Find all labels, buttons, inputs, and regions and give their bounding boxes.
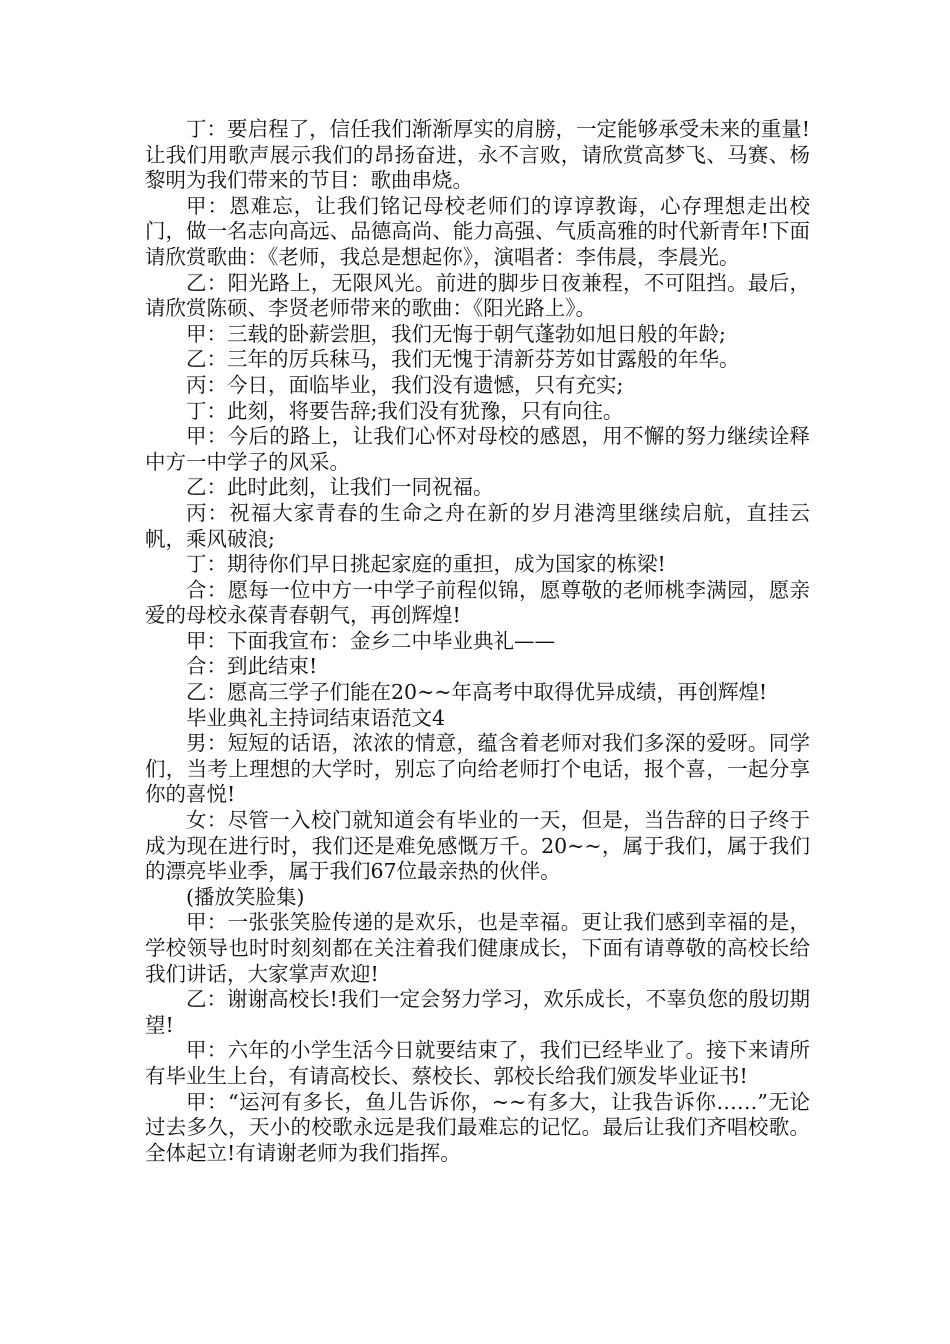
paragraph: 乙：谢谢高校长!我们一定会努力学习，欢乐成长，不辜负您的殷切期望! (145, 987, 810, 1037)
paragraph: 乙：此时此刻，让我们一同祝福。 (186, 475, 494, 500)
paragraph: 丁：要启程了，信任我们渐渐厚实的肩膀，一定能够承受未来的重量!让我们用歌声展示我们的昂扬奋进，永不言败，请欣赏高梦飞、马赛、杨黎明为我们带来的节目：歌曲串烧。 (145, 117, 810, 193)
paragraph: 丙：祝福大家青春的生命之舟在新的岁月港湾里继续启航，直挂云帆，乘风破浪; (145, 500, 810, 551)
paragraph: 甲：六年的小学生活今日就要结束了，我们已经毕业了。接下来请所有毕业生上台，有请高校长、蔡校长、郭校长给我们颁发毕业证书! (145, 1038, 810, 1088)
document-body (145, 117, 810, 1166)
paragraph: 甲：今后的路上，让我们心怀对母校的感恩，用不懈的努力继续诠释中方一中学子的风采。 (145, 424, 810, 474)
paragraph: 甲：三载的卧薪尝胆，我们无悔于朝气蓬勃如旭日般的年龄; (186, 321, 726, 346)
paragraph: 乙：阳光路上，无限风光。前进的脚步日夜兼程，不可阻挡。最后，请欣赏陈硕、李贤老师带来的歌曲：《阳光路上》。 (145, 270, 810, 321)
section-heading: 毕业典礼主持词结束语范文4 (186, 705, 446, 730)
paragraph: 女：尽管一入校门就知道会有毕业的一天，但是，当告辞的日子终于成为现在进行时，我们还是难免感慨万千。20~~，属于我们，属于我们的漂亮毕业季，属于我们67位最亲热的伙伴。 (145, 808, 810, 884)
paragraph: 丙：今日，面临毕业，我们没有遗憾，只有充实; (186, 372, 624, 397)
paragraph: 甲：“运河有多长，鱼儿告诉你，~~有多大，让我告诉你……”无论过去多久，天小的校歌永远是我们最难忘的记忆。最后让我们齐唱校歌。全体起立!有请谢老师为我们指挥。 (145, 1089, 810, 1165)
paragraph: 丁：期待你们早日挑起家庭的重担，成为国家的栋梁! (186, 552, 666, 577)
paragraph: 甲：一张张笑脸传递的是欢乐，也是幸福。更让我们感到幸福的是，学校领导也时时刻刻都在关注着我们健康成长，下面有请尊敬的高校长给我们讲话，大家掌声欢迎! (145, 910, 810, 986)
paragraph: (播放笑脸集) (186, 884, 305, 909)
paragraph: 合：愿每一位中方一中学子前程似锦，愿尊敬的老师桃李满园，愿亲爱的母校永葆青春朝气，再创辉煌! (145, 577, 810, 628)
paragraph: 乙：愿高三学子们能在20~~年高考中取得优异成绩，再创辉煌! (186, 680, 768, 705)
paragraph: 男：短短的话语，浓浓的情意，蕴含着老师对我们多深的爱呀。同学们，当考上理想的大学时，别忘了向给老师打个电话，报个喜，一起分享你的喜悦! (145, 731, 810, 807)
paragraph: 乙：三年的厉兵秣马，我们无愧于清新芬芳如甘露般的年华。 (186, 347, 740, 372)
paragraph: 合：到此结束! (186, 654, 318, 679)
paragraph: 丁：此刻，将要告辞;我们没有犹豫，只有向往。 (186, 398, 624, 423)
paragraph: 甲：下面我宣布：金乡二中毕业典礼—— (186, 628, 555, 653)
paragraph: 甲：恩难忘，让我们铭记母校老师们的谆谆教诲，心存理想走出校门，做一名志向高远、品德高尚、能力高强、气质高雅的时代新青年!下面请欣赏歌曲：《老师，我总是想起你》，演唱者：李伟晨，李晨光。 (145, 193, 810, 269)
